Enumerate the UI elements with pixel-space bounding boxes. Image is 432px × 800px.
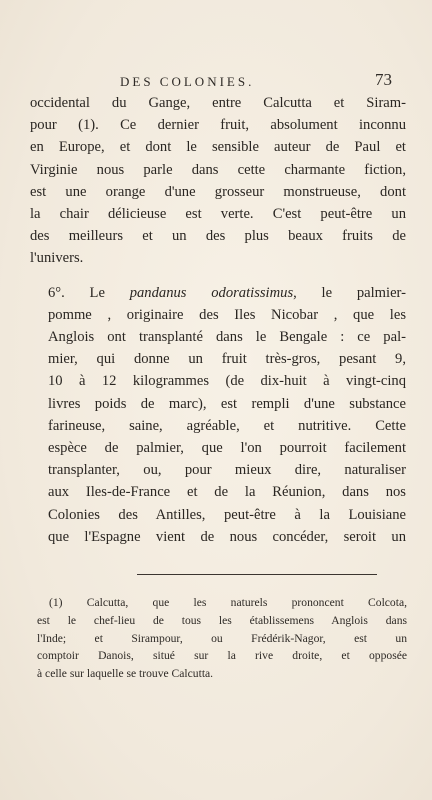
paragraph-1	[30, 92, 406, 270]
running-title: DES COLONIES.	[120, 74, 255, 89]
footnote-line: comptoir Danois, situé sur la rive droite, et opposée	[37, 649, 407, 663]
text-line: l'univers.	[30, 250, 84, 267]
text-line: transplanter, ou, pour mieux dire, naturaliser	[48, 462, 406, 479]
text-line: que l'Espagne vient de nous concéder, seroit un	[48, 528, 406, 545]
text-line: Virginie nous parle dans cette charmante fiction,	[30, 161, 406, 178]
footnote-line: à celle sur laquelle se trouve Calcutta.	[37, 667, 214, 681]
paragraph-2	[30, 282, 406, 548]
body-text	[30, 92, 406, 548]
footnote	[37, 594, 407, 683]
text-line: pour (1). Ce dernier fruit, absolument inconnu	[30, 117, 406, 134]
text-line: en Europe, et dont le sensible auteur de Paul et	[30, 139, 406, 156]
text-line: mier, qui donne un fruit très-gros, pesant 9,	[48, 351, 406, 368]
text-line: 10 à 12 kilogrammes (de dix-huit à vingt-cinq	[48, 373, 406, 390]
page-number: 73	[375, 70, 392, 89]
text-line	[30, 282, 406, 304]
footnote-line: (1) Calcutta, que les naturels prononcent Colcota,	[49, 596, 407, 609]
text-line: espèce de palmier, que l'on pourroit facilement	[48, 440, 406, 457]
text-line: la chair délicieuse est verte. C'est peut-être un	[30, 206, 406, 223]
text-line: est une orange d'une grosseur monstrueuse, dont	[30, 183, 406, 200]
text-line: Colonies des Antilles, peut-être à la Louisiane	[48, 506, 406, 523]
footnote-line: est le chef-lieu de tous les établissemens Anglois dans	[37, 613, 407, 627]
text-line: occidental du Gange, entre Calcutta et Siram-	[30, 95, 406, 111]
footnote-line: l'Inde; et Sirampour, ou Frédérik-Nagor, est un	[37, 631, 407, 645]
text-fragment: , le palmier-	[293, 284, 406, 301]
page-header	[0, 70, 432, 94]
text-line: aux Iles-de-France et de la Réunion, dans nos	[48, 484, 406, 501]
text-fragment: 6°. Le	[48, 284, 130, 301]
footnote-rule	[137, 574, 377, 575]
text-line: livres poids de marc), est rempli d'une substance	[48, 395, 406, 412]
text-line: Anglois ont transplanté dans le Bengale : ce pal-	[48, 329, 406, 346]
text-line: pomme , originaire des Iles Nicobar , que les	[48, 306, 406, 323]
text-line: des meilleurs et un des plus beaux fruits de	[30, 228, 406, 245]
species-name: pandanus odoratissimus	[129, 284, 294, 301]
text-line: farineuse, saine, agréable, et nutritive. Cette	[48, 417, 406, 434]
